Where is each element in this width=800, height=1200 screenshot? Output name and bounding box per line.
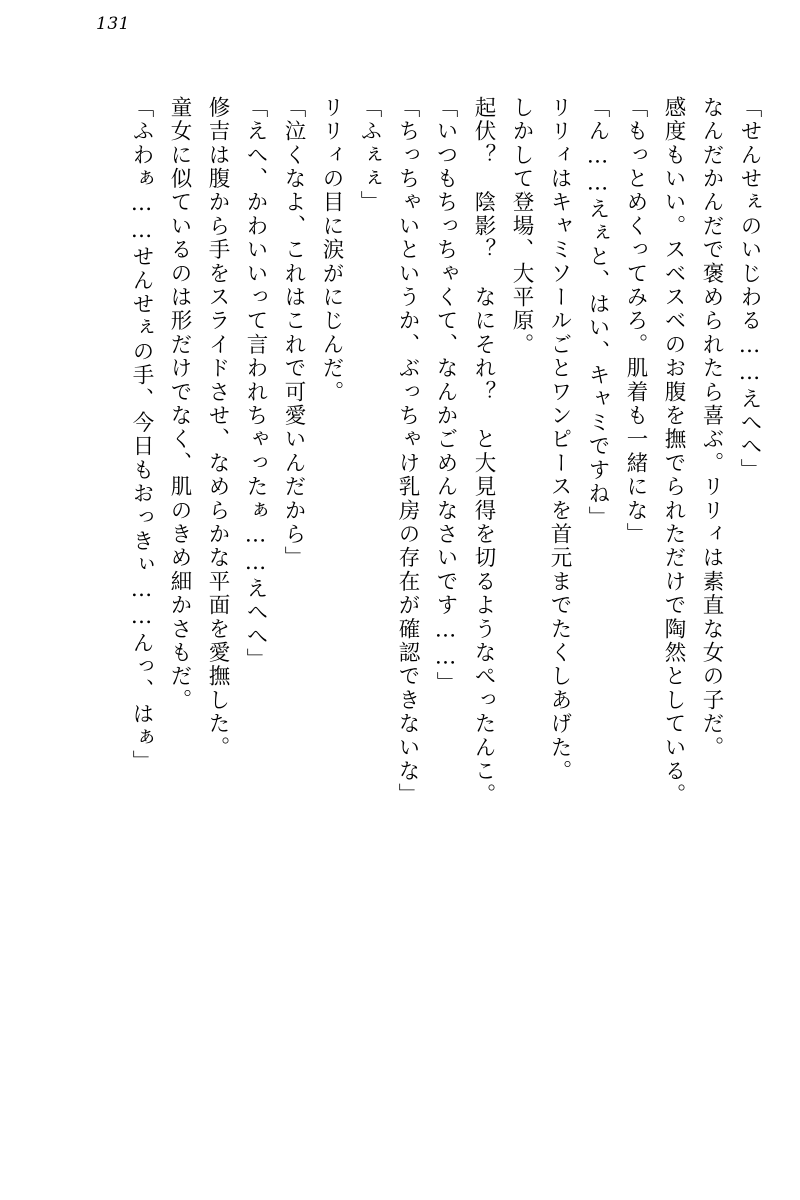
text-line: 「ふぇぇ」 xyxy=(357,96,382,215)
page-number: 131 xyxy=(96,14,130,34)
text-line: 「ふわぁ……せんせぇの手、今日もおっきぃ……んっ、はぁ」 xyxy=(129,96,154,774)
text-line: 童女に似ているのは形だけでなく、肌のきめ細かさもだ。 xyxy=(167,96,192,713)
text-line: しかして登場、大平原。 xyxy=(509,96,534,357)
text-line: リリィはキャミソールごとワンピースを首元までたくしあげた。 xyxy=(547,96,572,784)
vertical-text-block xyxy=(56,96,760,886)
text-line: 「えへ、かわいいって言われちゃったぁ……えへへ」 xyxy=(243,96,268,672)
text-line: 起伏？ 陰影？ なにそれ？ と大見得を切るようなぺったんこ。 xyxy=(471,96,496,807)
text-line: 「ん……えぇと、はい、キャミですね」 xyxy=(585,96,610,530)
text-line: 「ちっちゃいというか、ぶっちゃけ乳房の存在が確認できないな」 xyxy=(395,96,420,807)
text-line: 「泣くなよ、これはこれで可愛いんだから」 xyxy=(281,96,306,570)
text-line: 修吉は腹から手をスライドさせ、なめらかな平面を愛撫した。 xyxy=(205,96,230,760)
text-line: リリィの目に涙がにじんだ。 xyxy=(319,96,344,405)
text-line: 「いつもちっちゃくて、なんかごめんなさいです……」 xyxy=(433,96,458,696)
text-line: 感度もいい。スベスベのお腹を撫でられただけで陶然としている。 xyxy=(661,96,686,807)
text-line: なんだかんだで褒められたら喜ぶ。リリィは素直な女の子だ。 xyxy=(699,96,724,760)
text-line: 「せんせぇのいじわる……えへへ」 xyxy=(737,96,762,483)
text-line: 「もっとめくってみろ。肌着も一緒にな」 xyxy=(623,96,648,547)
